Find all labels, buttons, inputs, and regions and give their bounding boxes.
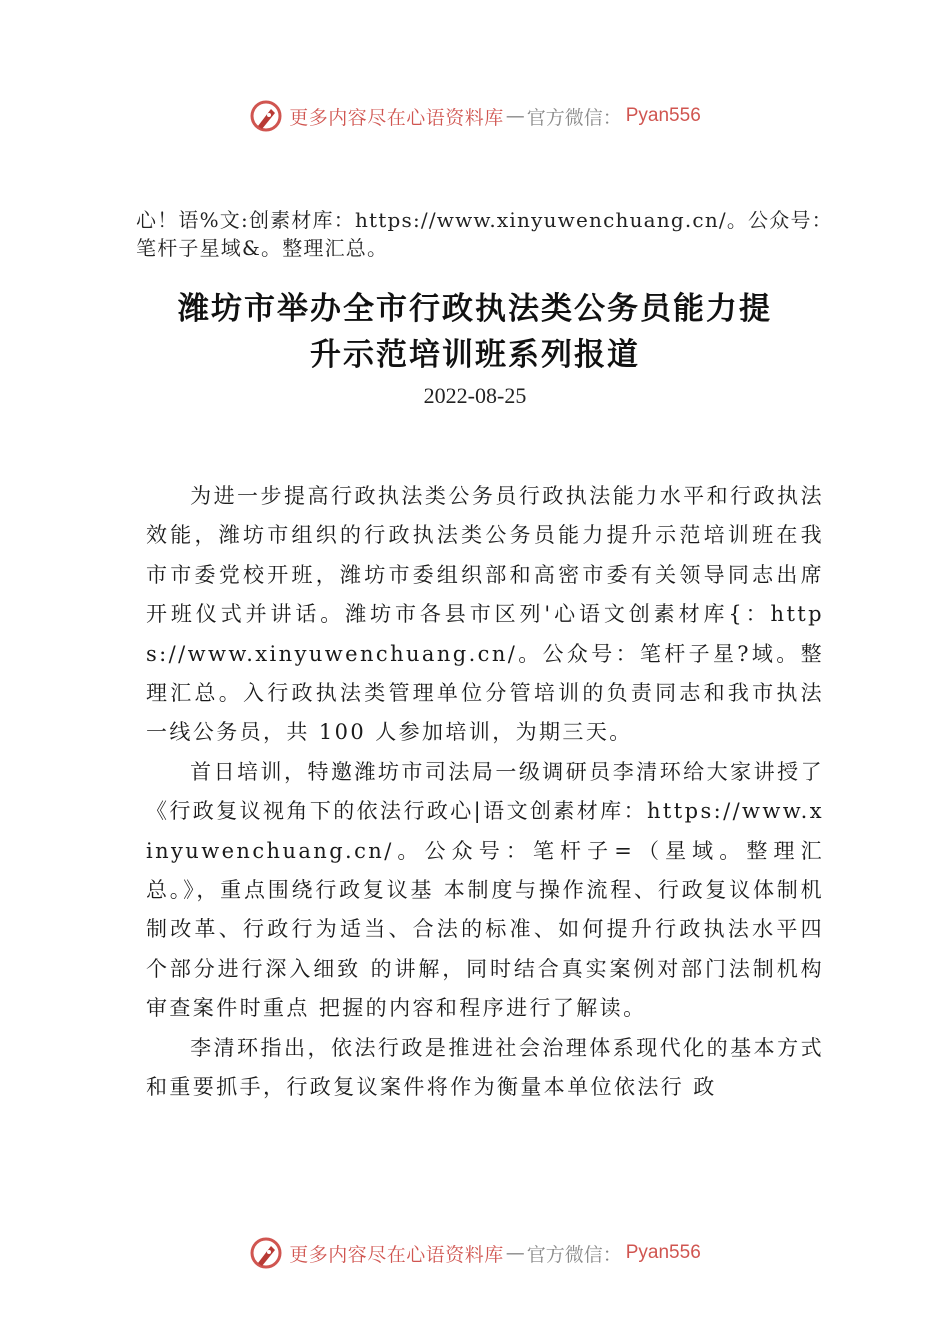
paragraph: 首日培训，特邀潍坊市司法局一级调研员李清环给大家讲授了《行政复议视角下的依法行政心|语文创素材库：https://www.xinyuwenchuang.cn/。公众号：笔杆子=（星域。整理汇总。》，重点围绕行政复议基 本制度与操作流程、行政复议体制机制改革、行政行为适当、合法的标准、如何提升行政执法水平四个部分进行深入细致 的讲解，同时结合真实案例对部门法制机构审查案件时重点 把握的内容和程序进行了解读。 — [146, 759, 824, 1021]
banner-wechat-label: 官方微信： — [526, 1243, 622, 1266]
title-line-2: 升示范培训班系列报道 — [310, 337, 640, 373]
banner-wechat-label: 官方微信： — [526, 106, 622, 129]
paragraph: 为进一步提高行政执法类公务员行政执法能力水平和行政执法效能，潍坊市组织的行政执法类公务员能力提升示范培训班在我市市委党校开班，潍坊市委组织部和高密市委有关领导同志出席开班仪式并讲话。潍坊市各县市区列'心语文创素材库{：https://www.xinyuwenchuang.cn/。公众号：笔杆子星?域。整理汇总。入行政执法类管理单位分管培训的负责同志和我市执法一线公务员，共 100 人参加培训，为期三天。 — [146, 484, 824, 745]
pen-nib-logo-icon — [249, 1236, 283, 1270]
header-banner — [0, 96, 950, 136]
article-title — [0, 286, 950, 378]
banner-separator: — — [505, 105, 525, 127]
banner-wechat-id: Pyan556 — [625, 1242, 701, 1263]
article-date: 2022-08-25 — [423, 383, 527, 408]
banner-separator: — — [505, 1242, 525, 1264]
paragraph: 李清环指出，依法行政是推进社会治理体系现代化的基本方式和重要抓手，行政复议案件将作为衡量本单位依法行 政 — [146, 1035, 824, 1100]
source-note: 心！语%文:创素材库：https://www.xinyuwenchuang.cn/。公众号：笔杆子星域&。整理汇总。 — [136, 208, 833, 260]
banner-text: 更多内容尽在心语资料库 — [289, 106, 504, 129]
banner-wechat-id: Pyan556 — [625, 105, 701, 126]
footer-banner — [0, 1233, 950, 1273]
title-line-1: 潍坊市举办全市行政执法类公务员能力提 — [178, 291, 772, 327]
banner-text: 更多内容尽在心语资料库 — [289, 1243, 504, 1266]
article-body — [146, 477, 824, 1108]
pen-nib-logo-icon — [249, 99, 283, 133]
